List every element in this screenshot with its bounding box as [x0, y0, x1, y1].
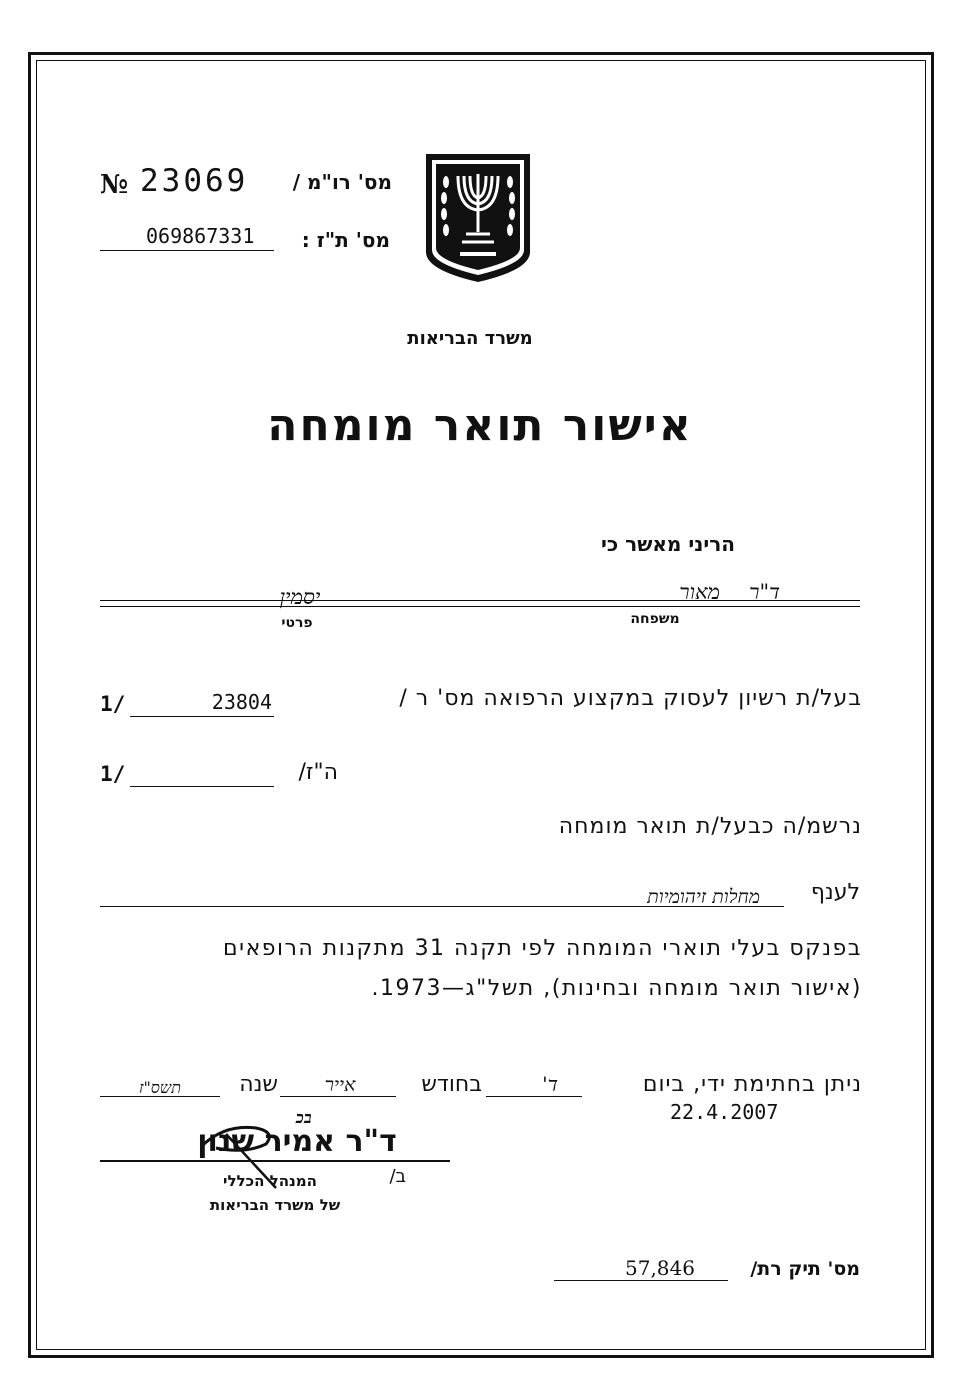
serial-number: 23069 [140, 163, 249, 199]
given-text: ניתן בחתימת ידי, ביום [642, 1072, 862, 1097]
serial-symbol: № [100, 170, 129, 200]
file-underline [554, 1280, 728, 1281]
year-underline [100, 1096, 220, 1097]
day-underline [486, 1096, 582, 1097]
hz-underline [130, 786, 274, 787]
signature-role-1: המנהל הכללי [223, 1172, 317, 1190]
serial-label: מס' רו"מ / [292, 170, 392, 194]
id-number: 069867331 [146, 224, 255, 248]
month-label: בחודש [421, 1072, 482, 1097]
id-underline [100, 250, 274, 251]
hz-suffix: 1/ [100, 762, 126, 786]
year-label: שנה [239, 1072, 278, 1097]
intro-text: הריני מאשר כי [600, 532, 735, 556]
document-title: אישור תואר מומחה [267, 400, 693, 451]
license-number: 23804 [211, 690, 272, 714]
id-label: מס' ת"ז : [301, 228, 390, 252]
signature-b-label: ב/ [389, 1166, 406, 1187]
given-year: תשס"ז [138, 1078, 181, 1097]
given-day: ד' [542, 1072, 558, 1096]
family-label: משפחה [630, 611, 680, 627]
family-prefix: ד"ר [749, 580, 780, 604]
month-underline [280, 1096, 396, 1097]
signature-line [100, 1160, 450, 1162]
signature-role-2: של משרד הבריאות [209, 1196, 341, 1214]
license-suffix: 1/ [100, 692, 126, 716]
signature-initials: בכ [296, 1108, 312, 1127]
name-underline-left [100, 600, 860, 601]
specialty-value: מחלות זיהומיות [647, 886, 760, 908]
given-month: אייר [324, 1074, 356, 1096]
name-underline-right [100, 606, 860, 607]
file-label: מס' תיק רת/ [750, 1258, 860, 1280]
ministry-name: משרד הבריאות [407, 328, 533, 349]
first-label: פרטי [281, 615, 313, 631]
specialty-label: לענף [810, 880, 860, 905]
registered-text: נרשמ/ה כבעל/ת תואר מומחה [558, 814, 862, 839]
file-number: 57,846 [625, 1256, 695, 1280]
regulation-line-2: (אישור תואר מומחה ובחינות), תשל"ג—1973. [371, 976, 862, 1001]
license-text: בעל/ת רשיון לעסוק במקצוע הרפואה מס' ר / [399, 686, 862, 711]
regulation-line-1: בפנקס בעלי תוארי המומחה לפי תקנה 31 מתקנות הרופאים [223, 936, 862, 961]
state-emblem-icon [422, 152, 534, 284]
hz-label: ה"ז/ [298, 760, 338, 785]
first-name: יסמין [279, 585, 321, 609]
family-name: מאור [679, 580, 720, 604]
specialty-underline [100, 906, 784, 907]
license-underline [130, 716, 274, 717]
given-date: 22.4.2007 [670, 1100, 779, 1124]
signature-name: ד"ר אמיר שנון [197, 1124, 397, 1159]
